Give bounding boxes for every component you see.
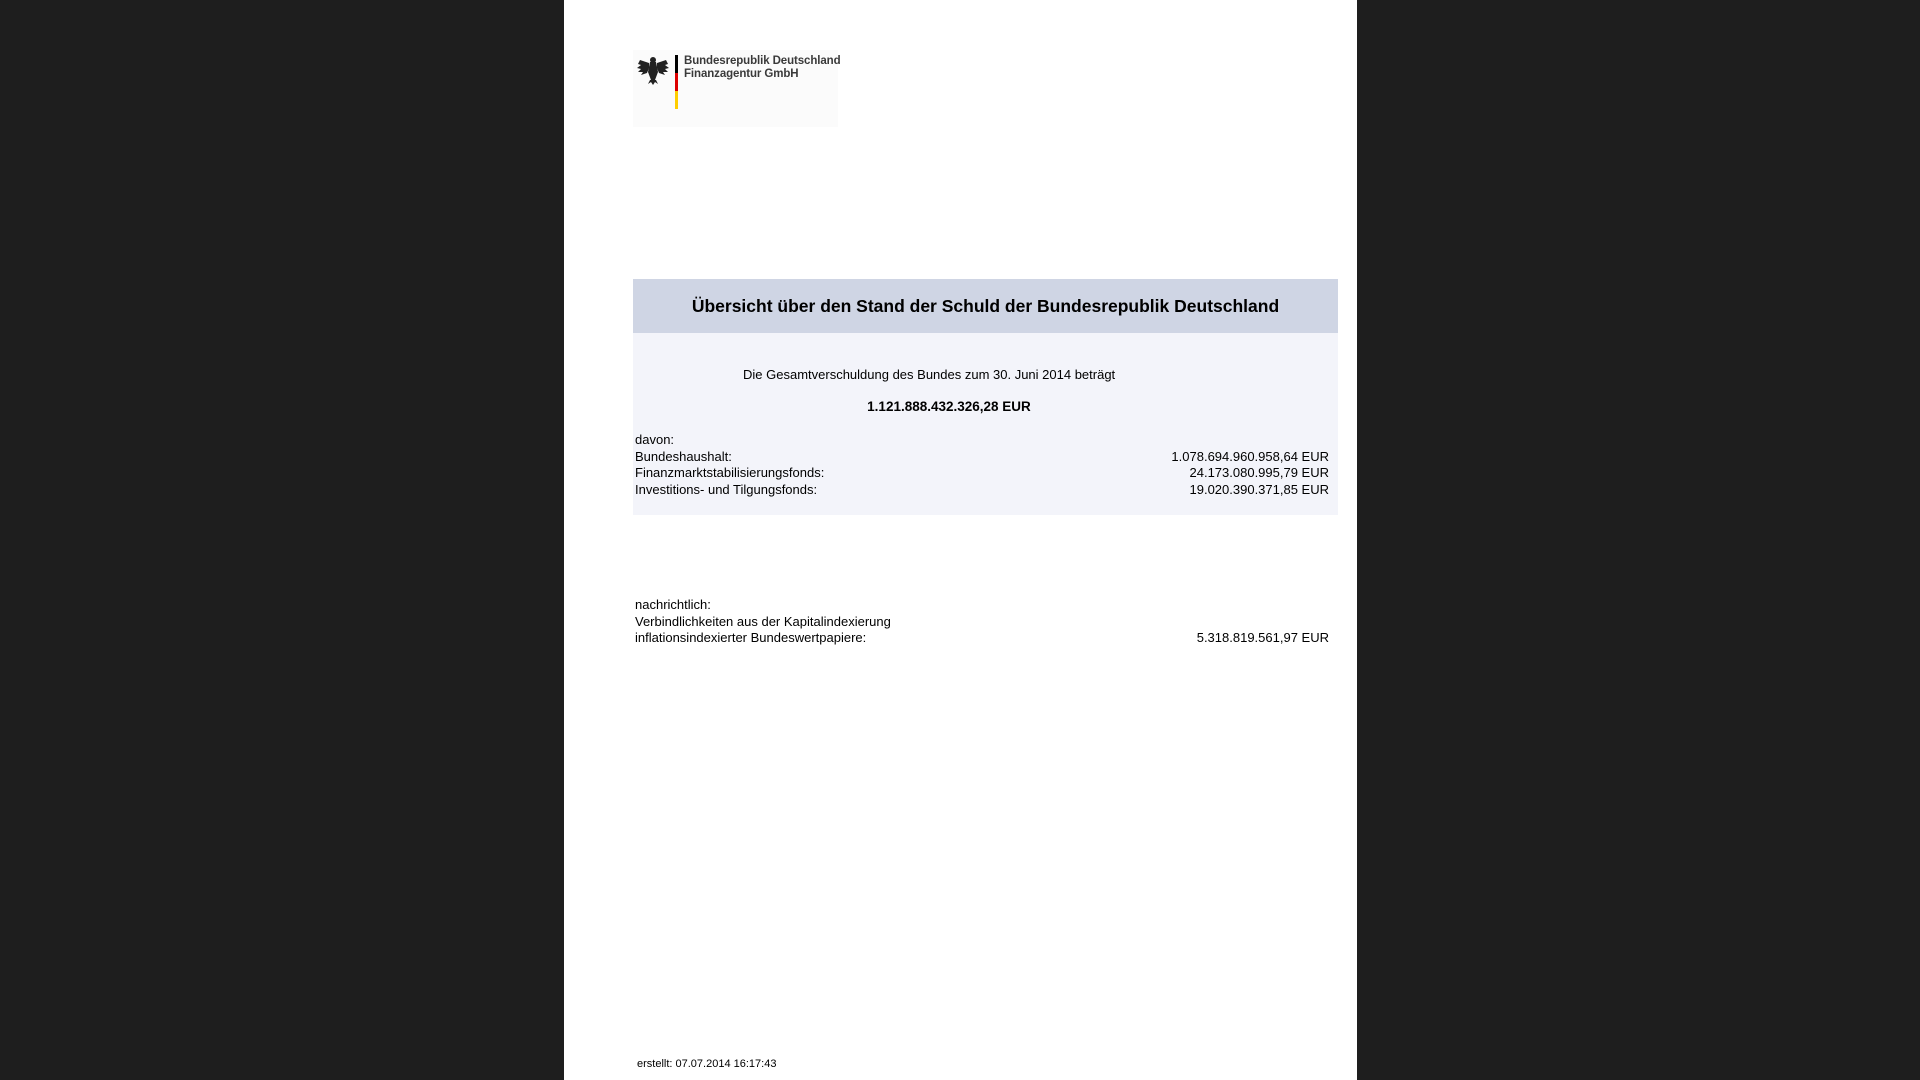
title-banner xyxy=(633,279,1338,333)
created-timestamp: erstellt: 07.07.2014 16:17:43 xyxy=(637,1058,777,1070)
debt-summary-panel xyxy=(633,333,1338,515)
breakdown-value: 24.173.080.995,79 EUR xyxy=(1189,465,1329,480)
breakdown-value: 1.078.694.960.958,64 EUR xyxy=(1171,448,1329,464)
finanzagentur-logo xyxy=(633,50,841,127)
breakdown-heading: davon: xyxy=(635,432,675,447)
document-title: Übersicht über den Stand der Schuld der Bundesrepublik Deutschland xyxy=(691,295,1280,316)
breakdown-label: Investitions- und Tilgungsfonds: xyxy=(635,481,818,497)
breakdown-label: Bundeshaushalt: xyxy=(635,448,732,464)
memo-heading: nachrichtlich: xyxy=(635,597,711,612)
memo-section xyxy=(635,597,1329,647)
total-debt-value: 1.121.888.432.326,28 EUR xyxy=(867,399,1031,414)
breakdown-value: 19.020.390.371,85 EUR xyxy=(1189,481,1329,497)
breakdown-list xyxy=(635,432,1329,498)
document-page xyxy=(564,0,1357,1080)
intro-text: Die Gesamtverschuldung des Bundes zum 30. Juni 2014 beträgt xyxy=(743,367,1116,382)
breakdown-row xyxy=(635,482,1329,499)
breakdown-row xyxy=(635,465,1329,482)
breakdown-heading-row xyxy=(635,432,1329,449)
breakdown-row xyxy=(635,449,1329,466)
logo-line-2: Finanzagentur GmbH xyxy=(684,68,799,80)
logo-wordmark xyxy=(684,55,841,81)
breakdown-label: Finanzmarktstabilisierungsfonds: xyxy=(635,465,825,480)
memo-line-1: Verbindlichkeiten aus der Kapitalindexierung xyxy=(635,613,891,629)
memo-label: inflationsindexierter Bundeswertpapiere: xyxy=(635,630,867,645)
memo-value: 5.318.819.561,97 EUR xyxy=(1196,630,1329,645)
logo-line-1: Bundesrepublik Deutschland xyxy=(684,55,841,67)
memo-row xyxy=(635,630,1329,647)
